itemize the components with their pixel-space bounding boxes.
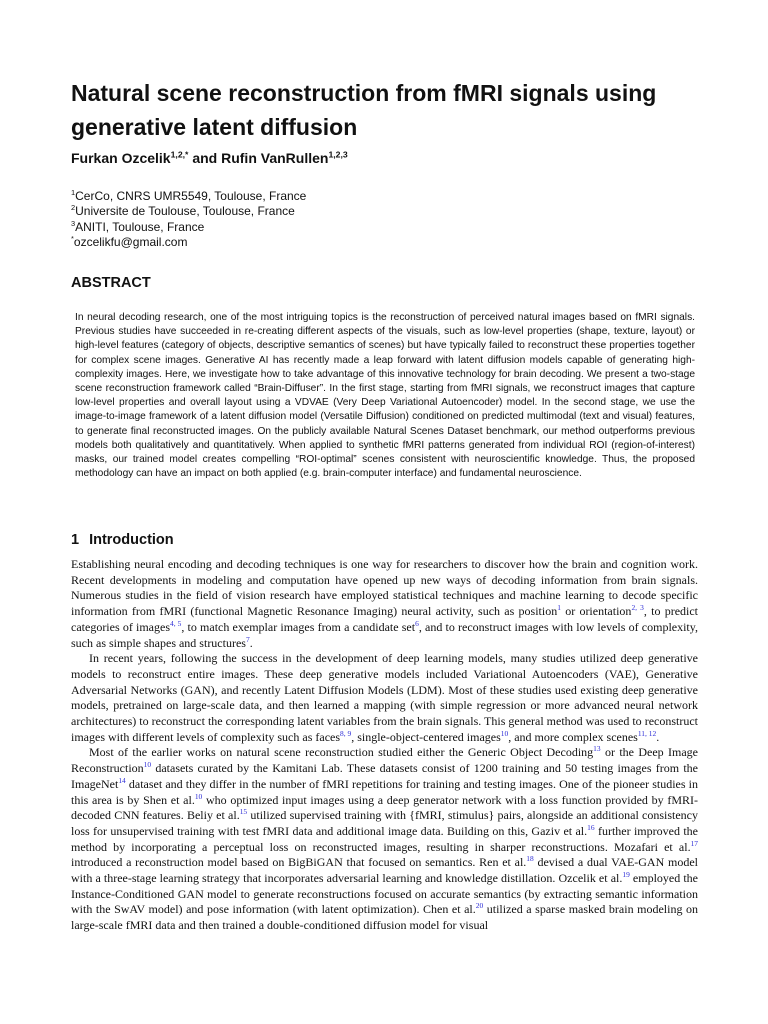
citation-link[interactable]: 17: [690, 838, 698, 848]
affiliation-line: [71, 220, 306, 235]
citation-link[interactable]: 10: [194, 791, 203, 801]
affiliation-mark: 3: [71, 218, 76, 228]
citation-link[interactable]: 6: [415, 618, 419, 628]
citation-link[interactable]: 14: [118, 775, 126, 785]
body-paragraph: In recent years, following the success in the development of deep learning models, many studies utilized deep generative models to reconstruct entire images. These deep generative models included Variational Autoencoders (VAE), Generative Adversarial Networks (GAN), and recently Latent Diffusion Models (LDM). Most of these studies used existing deep generative models, pretrained on large-scale data, and then learned a mapping (with simple regression or more advanced neural network architectures) to reconstruct the corresponding latent variables from the brain signals. This general method was used to reconstruct images with different levels of complexity such as faces$^{8, 9}$, single-object-centered images$^{10}$, and more complex scenes$^{11, 12}$.: [71, 651, 698, 744]
citation-link[interactable]: 15: [239, 807, 248, 817]
affiliation-text: Universite de Toulouse, Toulouse, France: [75, 204, 295, 219]
citation-link[interactable]: 18: [526, 854, 534, 864]
affiliation-line: [71, 204, 306, 219]
corresponding-email: ozcelikfu@gmail.com: [73, 235, 188, 250]
author-conjunction: and: [188, 150, 222, 166]
citation-link[interactable]: 20: [475, 901, 484, 911]
section-title: Introduction: [89, 532, 174, 548]
paper-title: Natural scene reconstruction from fMRI signals using generative latent diffusion: [71, 80, 657, 140]
citation-link[interactable]: 7: [245, 634, 250, 644]
body-text: [71, 557, 698, 934]
affiliation-mark: *: [71, 234, 74, 244]
author-line: [71, 150, 348, 166]
section-number: 1: [71, 532, 80, 548]
author-affil-marks: 1,2,*: [170, 149, 189, 160]
citation-link[interactable]: 8, 9: [340, 728, 352, 738]
affiliation-text: CerCo, CNRS UMR5549, Toulouse, France: [75, 189, 307, 203]
citation-link[interactable]: 13: [593, 744, 601, 754]
author-affil-marks: 1,2,3: [328, 149, 348, 160]
affiliation-text: ANITI, Toulouse, France: [75, 219, 205, 234]
citation-link[interactable]: 10: [500, 728, 509, 738]
author-name: Rufin VanRullen: [221, 150, 329, 166]
body-paragraph: Establishing neural encoding and decoding techniques is one way for researchers to discover how the brain and cognition work. Recent developments in modeling and computation have opened up new ways of decoding information from brain signals. Numerous studies in the field of vision research have employed statistical techniques and machine learning to decode specific information from fMRI (functional Magnetic Resonance Imaging) neural activity, such as position$^1$ or orientation$^{2, 3}$, to predict categories of images$^{4, 5}$, to match exemplar images from a candidate set$^6$, and to reconstruct images with low levels of complexity, such as simple shapes and structures$^7$.: [71, 557, 699, 650]
author-name: Furkan Ozcelik: [71, 150, 171, 166]
abstract-text: In neural decoding research, one of the most intriguing topics is the reconstruction of perceived natural images based on fMRI signals. Previous studies have succeeded in re-creating different aspects of the visuals, such as low-level properties (shape, texture, layout) or high-level features (category of objects, descriptive semantics of scenes) but have typically failed to reconstruct these properties together for complex scene images. Generative AI has recently made a leap forward with latent diffusion models capable of generating high-complexity images. Here, we investigate how to take advantage of this innovative technology for brain decoding. We present a two-stage scene reconstruction framework called “Brain-Diffuser”. In the first stage, starting from fMRI signals, we reconstruct images that capture low-level properties and overall layout using a VDVAE (Very Deep Variational Autoencoder) model. In the second stage, we use the image-to-image framework of a latent diffusion model (Versatile Diffusion) conditioned on predicted multimodal (text and visual) features, to generate final reconstructed images. On the publicly available Natural Scenes Dataset benchmark, our method outperforms previous models both qualitatively and quantitatively. When applied to synthetic fMRI patterns generated from individual ROI (region-of-interest) masks, our trained model creates compelling “ROI-optimal” scenes consistent with neuroscientific knowledge. Thus, the proposed methodology can have an impact on both applied (e.g. brain-computer interface) and fundamental neuroscience.: [75, 312, 695, 480]
citation-link[interactable]: 4, 5: [170, 618, 182, 628]
body-paragraph: Most of the earlier works on natural scene reconstruction studied either the Generic Object Decoding$^{13}$ or the Deep Image Reconstruction$^{10}$ datasets curated by the Kamitani Lab. These datasets consist of 1200 training and 50 testing images from the ImageNet$^{14}$ dataset and they differ in the number of fMRI repetitions for training and testing images. One of the pioneer studies in this area is by Shen et al.$^{10}$ who optimized input images using a deep generator network with a loss function provided by fMRI-decoded CNN features. Beliy et al.$^{15}$ utilized supervised training with {fMRI, stimulus} pairs, alongside an additional consistency loss for unsupervised training with test fMRI data and additional image data. Building on this, Gaziv et al.$^{16}$ further improved the method by incorporating a perceptual loss on reconstructed images, resulting in sharper reconstructions. Mozafari et al.$^{17}$ introduced a reconstruction model based on BigBiGAN that focused on semantics. Ren et al.$^{18}$ devised a dual VAE-GAN model with a three-stage learning strategy that incorporates adversarial learning and knowledge distillation. Ozcelik et al.$^{19}$ employed the Instance-Conditioned GAN model to generate reconstructions focused on accurate semantics (by extracting semantic information with the SwAV model) and pose information (with latent optimization). Chen et al.$^{20}$ utilized a sparse masked brain modeling on large-scale fMRI data and then trained a double-conditioned diffusion model for visual: [71, 744, 699, 933]
citation-link[interactable]: 19: [622, 870, 630, 880]
citation-link[interactable]: 16: [587, 822, 595, 832]
citation-link[interactable]: 11, 12: [637, 728, 657, 738]
affiliation-mark: 1: [71, 188, 76, 197]
citation-link[interactable]: 10: [143, 760, 152, 770]
citation-link[interactable]: 2, 3: [631, 603, 644, 613]
affiliations: [71, 189, 306, 251]
abstract-heading: ABSTRACT: [71, 275, 151, 291]
corresponding-email-line: [71, 235, 306, 250]
citation-link[interactable]: 1: [557, 603, 561, 613]
affiliation-mark: 2: [71, 203, 76, 213]
section-heading: [71, 532, 174, 548]
affiliation-line: [71, 189, 306, 204]
